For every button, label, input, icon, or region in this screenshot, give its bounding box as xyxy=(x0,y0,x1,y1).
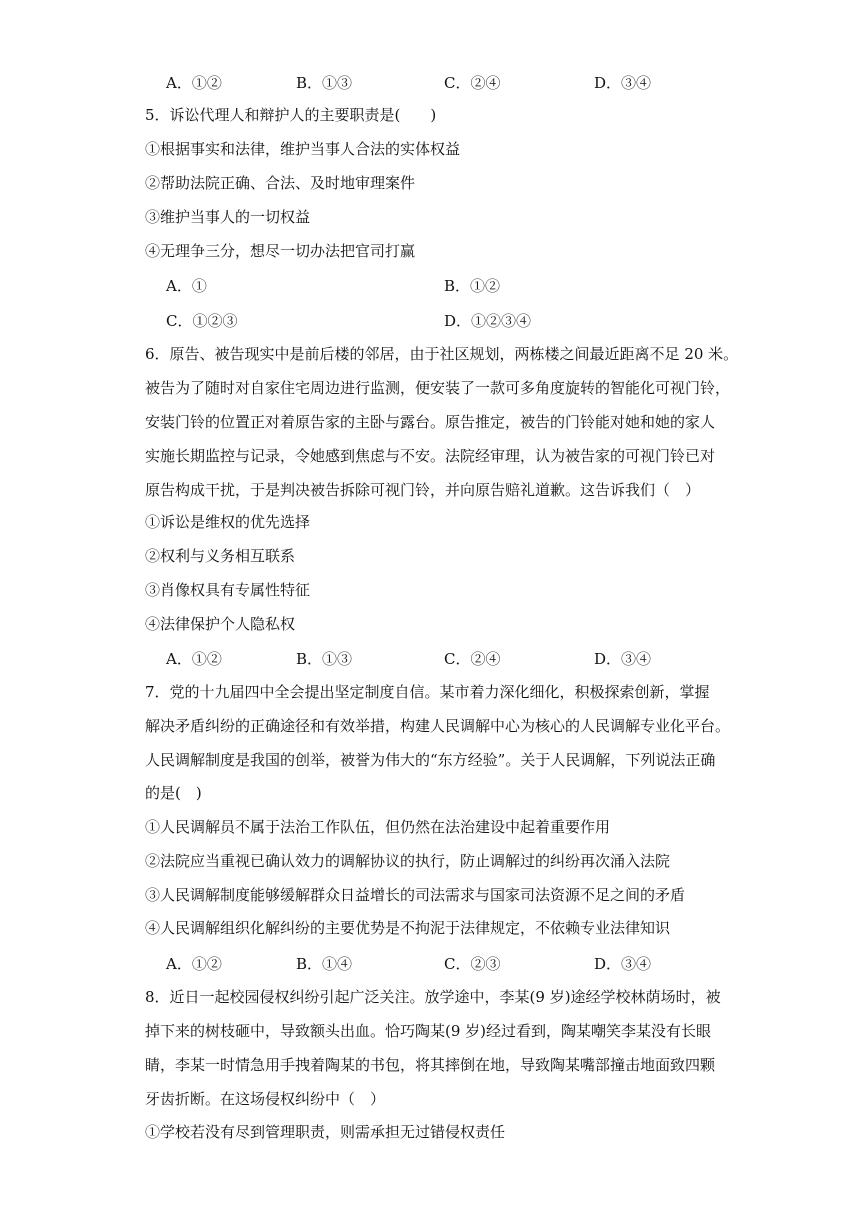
q7-option-a[interactable]: A．①② xyxy=(166,955,222,973)
q8-stem-line-4: 牙齿折断。在这场侵权纠纷中（ ） xyxy=(145,1090,386,1108)
q5-stem: 5．诉讼代理人和辩护人的主要职责是( ) xyxy=(145,106,437,124)
q5-option-d[interactable]: D．①②③④ xyxy=(444,312,532,330)
q6-item-2: ②权利与义务相互联系 xyxy=(145,547,296,565)
q7-option-c[interactable]: C．②③ xyxy=(444,955,501,973)
q4-option-a[interactable]: A．①② xyxy=(166,74,222,92)
q8-item-1: ①学校若没有尽到管理职责，则需承担无过错侵权责任 xyxy=(145,1123,506,1141)
q7-options xyxy=(166,953,806,973)
q6-option-c[interactable]: C．②④ xyxy=(444,650,501,668)
q5-item-4: ④无理争三分，想尽一切办法把官司打赢 xyxy=(145,242,416,260)
q4-option-c[interactable]: C．②④ xyxy=(444,74,501,92)
q5-options-row-2 xyxy=(166,310,806,330)
q4-option-b[interactable]: B．①③ xyxy=(296,74,353,92)
q5-item-2: ②帮助法院正确、合法、及时地审理案件 xyxy=(145,174,416,192)
q6-options xyxy=(166,648,806,668)
q6-item-4: ④法律保护个人隐私权 xyxy=(145,615,296,633)
q5-option-a[interactable]: A．① xyxy=(166,277,207,295)
q6-stem-line-2: 被告为了随时对自家住宅周边进行监测，便安装了一款可多角度旋转的智能化可视门铃， xyxy=(145,379,731,397)
q7-item-3: ③人民调解制度能够缓解群众日益增长的司法需求与国家司法资源不足之间的矛盾 xyxy=(145,886,686,904)
q7-stem-line-3: 人民调解制度是我国的创举，被誉为伟大的“东方经验”。关于人民调解，下列说法正确 xyxy=(145,751,716,769)
q5-item-3: ③维护当事人的一切权益 xyxy=(145,208,311,226)
q8-stem-line-2: 掉下来的树枝砸中，导致额头出血。恰巧陶某(9 岁)经过看到，陶某嘲笑李某没有长眼 xyxy=(145,1022,712,1040)
q8-stem-line-1: 8．近日一起校园侵权纠纷引起广泛关注。放学途中，李某(9 岁)途经学校林荫场时，被 xyxy=(145,988,721,1006)
q5-item-1: ①根据事实和法律，维护当事人合法的实体权益 xyxy=(145,140,461,158)
q6-option-b[interactable]: B．①③ xyxy=(296,650,353,668)
q6-stem-line-1: 6．原告、被告现实中是前后楼的邻居，由于社区规划，两栋楼之间最近距离不足 20 米。 xyxy=(145,345,739,363)
q7-option-d[interactable]: D．③④ xyxy=(594,955,652,973)
q6-item-3: ③肖像权具有专属性特征 xyxy=(145,581,311,599)
q7-item-4: ④人民调解组织化解纠纷的主要优势是不拘泥于法律规定，不依赖专业法律知识 xyxy=(145,919,671,937)
q6-stem-line-5: 原告构成干扰，于是判决被告拆除可视门铃，并向原告赔礼道歉。这告诉我们（ ） xyxy=(145,481,701,499)
q8-stem-line-3: 睛，李某一时情急用手拽着陶某的书包，将其摔倒在地，导致陶某嘴部撞击地面致四颗 xyxy=(145,1056,716,1074)
q5-options-row-1 xyxy=(166,275,806,295)
q5-option-b[interactable]: B．①② xyxy=(444,277,501,295)
q7-option-b[interactable]: B．①④ xyxy=(296,955,353,973)
q7-item-1: ①人民调解员不属于法治工作队伍，但仍然在法治建设中起着重要作用 xyxy=(145,818,611,836)
q4-options xyxy=(166,72,806,92)
q7-stem-line-1: 7．党的十九届四中全会提出坚定制度自信。某市着力深化细化，积极探索创新，掌握 xyxy=(145,683,710,701)
q6-option-d[interactable]: D．③④ xyxy=(594,650,652,668)
q6-stem-line-4: 实施长期监控与记录，令她感到焦虑与不安。法院经审理，认为被告家的可视门铃已对 xyxy=(145,447,716,465)
q4-option-d[interactable]: D．③④ xyxy=(594,74,652,92)
q6-item-1: ①诉讼是维权的优先选择 xyxy=(145,513,311,531)
q6-stem-line-3: 安装门铃的位置正对着原告家的主卧与露台。原告推定，被告的门铃能对她和她的家人 xyxy=(145,413,716,431)
q7-item-2: ②法院应当重视已确认效力的调解协议的执行，防止调解过的纠纷再次涌入法院 xyxy=(145,852,671,870)
q7-stem-line-4: 的是( ) xyxy=(145,784,202,802)
q5-option-c[interactable]: C．①②③ xyxy=(166,312,238,330)
q6-option-a[interactable]: A．①② xyxy=(166,650,222,668)
q7-stem-line-2: 解决矛盾纠纷的正确途径和有效举措，构建人民调解中心为核心的人民调解专业化平台。 xyxy=(145,717,731,735)
